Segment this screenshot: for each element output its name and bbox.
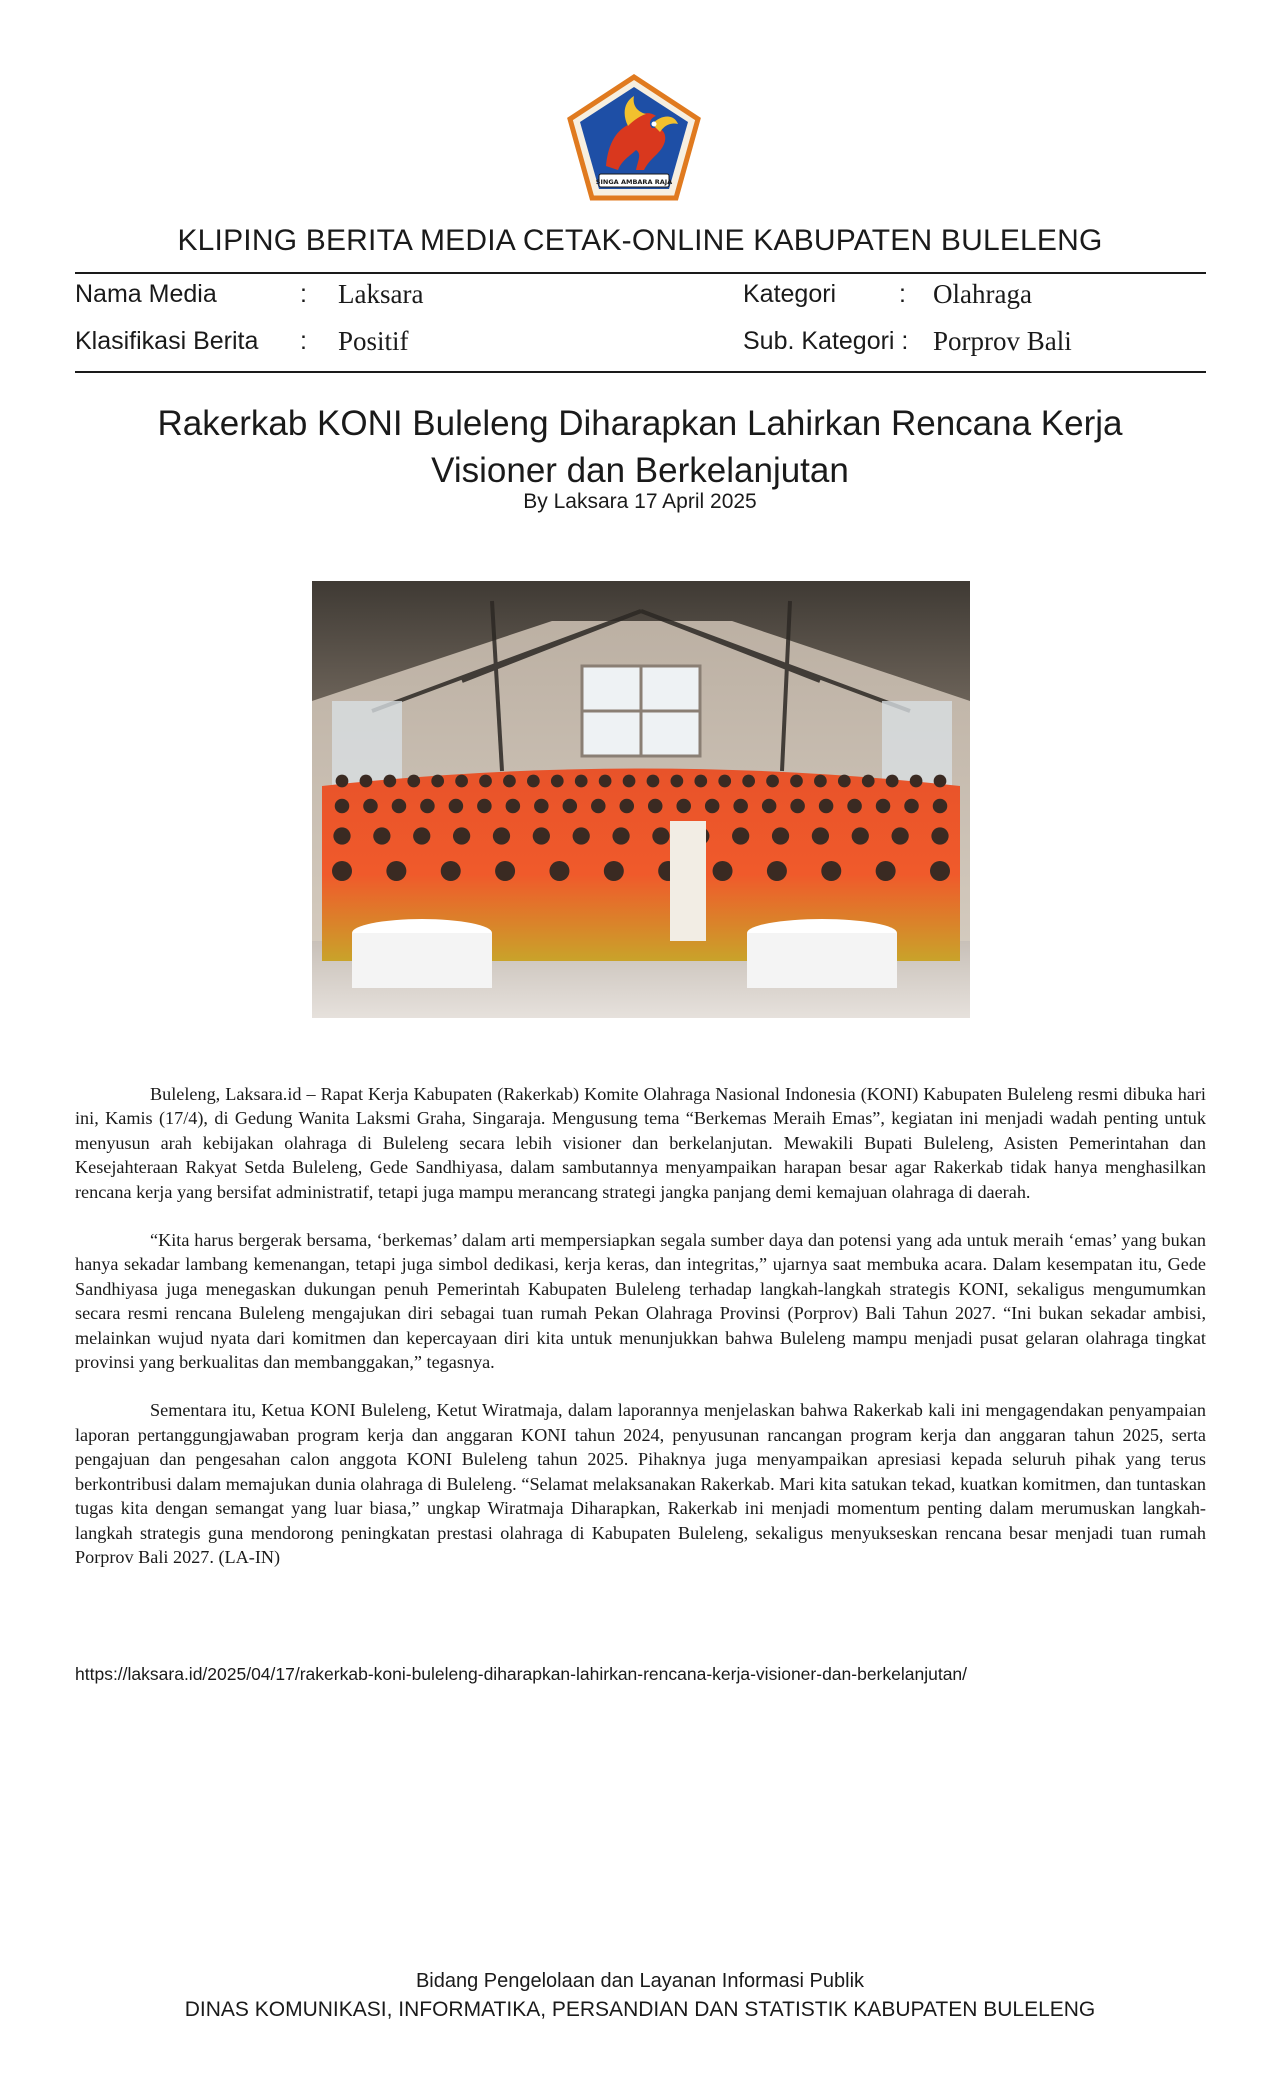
media-value: Laksara xyxy=(338,279,424,309)
article-paragraph: Sementara itu, Ketua KONI Buleleng, Ketut Wiratmaja, dalam laporannya menjelaskan bahwa Rakerkab kali ini mengagendakan penyampaian laporan pertanggungjawaban program kerja dan anggaran KONI tahun 2024, penyusunan rancangan program kerja dan anggaran tahun 2025, serta pengajuan dan pengesahan calon anggota KONI Buleleng tahun 2025. Pihaknya juga menyampaikan apresiasi kepada seluruh pihak yang terus berkontribusi dalam memajukan dunia olahraga di Buleleng. “Selamat melaksanakan Rakerkab. Mari kita satukan tekad, kuatkan komitmen, dan tuntaskan tugas kita dengan semangat yang luar biasa,” ungkap Wiratmaja Diharapkan, Rakerkab ini menjadi momentum penting dalam merumuskan langkah-langkah strategis guna mendorong peningkatan prestasi olahraga di Kabupaten Buleleng, sekaligus menyukseskan rencana besar menjadi tuan rumah Porprov Bali 2027. (LA-IN) xyxy=(75,1400,1206,1567)
article-headline xyxy=(130,400,1150,494)
article-body xyxy=(75,1082,1206,1593)
classification-value: Positif xyxy=(338,326,409,356)
media-label: Nama Media xyxy=(75,280,217,308)
headline-line-1: Rakerkab KONI Buleleng Diharapkan Lahirkan Rencana Kerja xyxy=(157,404,1123,443)
article-byline: By Laksara 17 April 2025 xyxy=(523,490,757,513)
buleleng-crest-icon xyxy=(566,74,702,202)
classification-colon: : xyxy=(300,327,307,355)
subcategory-value: Porprov Bali xyxy=(933,326,1072,356)
logo-motto: SINGA AMBARA RAJA xyxy=(595,178,673,186)
article-paragraph: Buleleng, Laksara.id – Rapat Kerja Kabupaten (Rakerkab) Komite Olahraga Nasional Indonesia (KONI) Kabupaten Buleleng resmi dibuka hari ini, Kamis (17/4), di Gedung Wanita Laksmi Graha, Singaraja. Mengusung tema “Berkemas Meraih Emas”, kegiatan ini menjadi wadah penting untuk menyusun arah kebijakan olahraga di Buleleng secara lebih visioner dan berkelanjutan. Mewakili Bupati Buleleng, Asisten Pemerintahan dan Kesejahteraan Rakyat Setda Buleleng, Gede Sandhiyasa, dalam sambutannya menyampaikan harapan besar agar Rakerkab tidak hanya menghasilkan rencana kerja yang bersifat administratif, tetapi juga mampu merancang strategi jangka panjang demi kemajuan olahraga di daerah. xyxy=(75,1084,1206,1202)
footer-department: Bidang Pengelolaan dan Layanan Informasi Publik xyxy=(415,1970,865,1992)
classification-label: Klasifikasi Berita xyxy=(75,327,259,355)
article-paragraph: “Kita harus bergerak bersama, ‘berkemas’ dalam arti mempersiapkan segala sumber daya dan potensi yang ada untuk meraih ‘emas’ yang bukan hanya sekadar lambang kemenangan, tetapi juga simbol dedikasi, kerja keras, dan integritas,” ujarnya saat membuka acara. Dalam kesempatan itu, Gede Sandhiyasa juga menegaskan dukungan penuh Pemerintah Kabupaten Buleleng terhadap langkah-langkah strategis KONI, sekaligus mengumumkan secara resmi rencana Buleleng mengajukan diri sebagai tuan rumah Pekan Olahraga Provinsi (Porprov) Bali Tahun 2027. “Ini bukan sekadar ambisi, melainkan wujud nyata dari komitmen dan kepercayaan diri kita untuk menunjukkan bahwa Buleleng mampu menjadi pusat gelaran olahraga tingkat provinsi yang berkualitas dan membanggakan,” tegasnya. xyxy=(75,1230,1206,1373)
headline-line-2: Visioner dan Berkelanjutan xyxy=(431,451,849,490)
header-divider-bottom xyxy=(75,371,1206,373)
category-colon: : xyxy=(899,280,906,308)
page-title: KLIPING BERITA MEDIA CETAK-ONLINE KABUPATEN BULELENG xyxy=(177,224,1103,257)
header-divider-top xyxy=(75,272,1206,274)
category-label: Kategori xyxy=(743,280,837,308)
category-value: Olahraga xyxy=(933,279,1032,309)
source-url: https://laksara.id/2025/04/17/rakerkab-koni-buleleng-diharapkan-lahirkan-rencana-kerja-visioner-dan-berkelanjutan/ xyxy=(75,1664,968,1684)
article-photo xyxy=(312,581,970,1018)
media-colon: : xyxy=(300,280,307,308)
subcategory-label: Sub. Kategori : xyxy=(743,327,909,355)
footer-agency: DINAS KOMUNIKASI, INFORMATIKA, PERSANDIAN DAN STATISTIK KABUPATEN BULELENG xyxy=(184,1998,1096,2021)
